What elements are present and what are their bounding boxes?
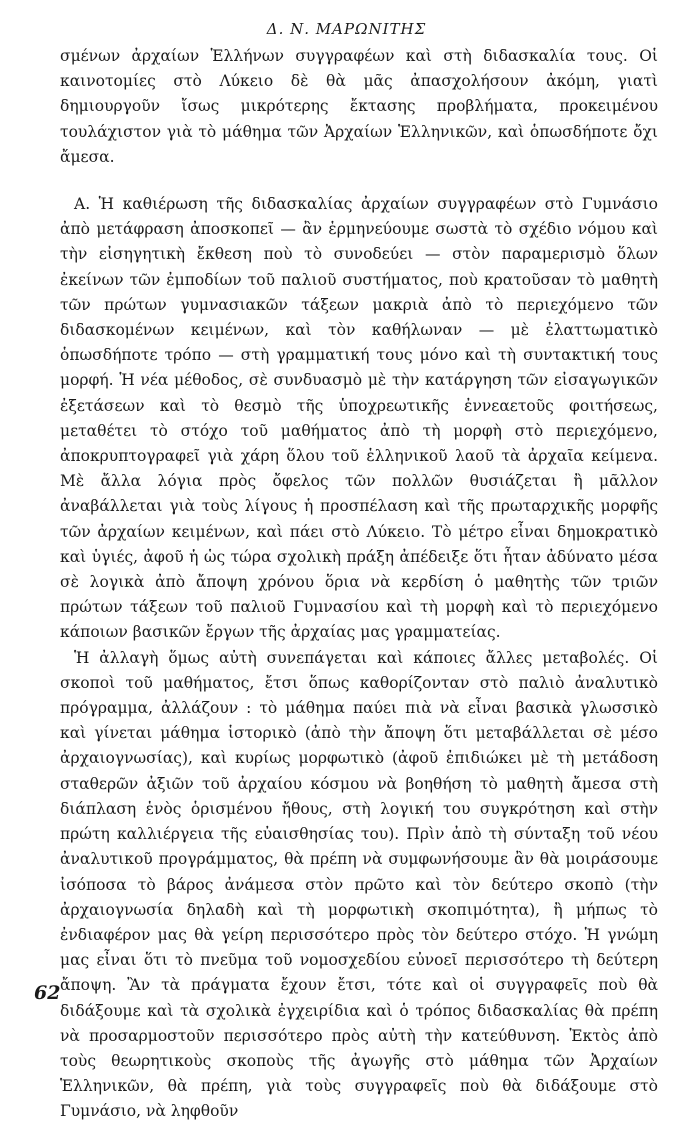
page-body bbox=[60, 44, 658, 1125]
paragraph-changes: Ἡ ἀλλαγὴ ὅμως αὐτὴ συνεπάγεται καὶ κάποιες ἄλλες μεταβολές. Οἱ σκοποὶ τοῦ μαθήματος, ἔτσι ὅπως καθορίζονταν στὸ παλιὸ ἀναλυτικὸ πρόγραμμα, ἀλλάζουν : τὸ μάθημα παύει πιὰ νὰ εἶναι βασικὰ γλωσσικὸ καὶ γίνεται μάθημα ἱστορικὸ (ἀπὸ τὴν ἄποψη ὅτι μεταβάλλεται σὲ μέσο ἀρχαιογνωσίας), καὶ κυρίως μορφωτικὸ (ἀφοῦ ἐπιδιώκει μὲ τὴ μετάδοση σταθερῶν ἀξιῶν τοῦ ἀρχαίου κόσμου νὰ βοηθήση τὸ μαθητὴ ἄμεσα στὴ διάπλαση ἑνὸς ὁρισμένου ἤθους, στὴ λογική του συγκρότηση καὶ στὴν πρώτη καλλιέργεια τῆς εὐαισθησίας του). Πρὶν ἀπὸ τὴ σύνταξη τοῦ νέου ἀναλυτικοῦ προγράμματος, θὰ πρέπη νὰ συμφωνήσουμε ἂν θὰ μοιράσουμε ἰσόποσα τὸ βάρος ἀνάμεσα στὸν πρῶτο καὶ τὸν δεύτερο σκοπὸ (τὴν ἀρχαιογνωσία δηλαδὴ καὶ τὴ μορφωτικὴ σκοπιμότητα), ἢ μήπως τὸ ἐνδιαφέρον μας θὰ γείρη περισσότερο πρὸς τὸν δεύτερο στόχο. Ἡ γνώμη μας εἶναι ὅτι τὸ πνεῦμα τοῦ νομοσχεδίου εὐνοεῖ περισσότερο τὴ δεύτερη ἄποψη. Ἂν τὰ πράγματα ἔχουν ἔτσι, τότε καὶ οἱ συγγραφεῖς ποὺ θὰ διδάξουμε καὶ τὰ σχολικὰ ἐγχειρίδια καὶ ὁ τρόπος διδασκαλίας θὰ πρέπη νὰ προσαρμοστοῦν περισσότερο πρὸς αὐτὴ τὴν κατεύθυνση. Ἐκτὸς ἀπὸ τοὺς θεωρητικοὺς σκοποὺς τῆς ἀγωγῆς στὸ μάθημα τῶν Ἀρχαίων Ἑλληνικῶν, θὰ πρέπη, γιὰ τοὺς συγγραφεῖς ποὺ θὰ διδάξουμε στὸ Γυμνάσιο, νὰ ληφθοῦν bbox=[60, 648, 658, 1121]
running-header: Δ. Ν. ΜΑΡΩΝΙΤΗΣ bbox=[266, 20, 427, 38]
paragraph-continuation: σμένων ἀρχαίων Ἑλλήνων συγγραφέων καὶ στὴ διδασκαλία τους. Οἱ καινοτομίες στὸ Λύκειο δὲ θὰ μᾶς ἀπασχολήσουν ἀκόμη, γιατὶ δημιουργοῦν ἴσως μικρότερης ἔκτασης προβλήματα, προκειμένου τουλάχιστον γιὰ τὸ μάθημα τῶν Ἀρχαίων Ἑλληνικῶν, καὶ ὁπωσδήποτε ὄχι ἄμεσα. bbox=[60, 47, 658, 166]
page-number: 62 bbox=[34, 982, 61, 1004]
paragraph-section-a: Α. Ἡ καθιέρωση τῆς διδασκαλίας ἀρχαίων συγγραφέων στὸ Γυμνάσιο ἀπὸ μετάφραση ἀποσκοπεῖ — ἂν ἑρμηνεύουμε σωστὰ τὸ σχέδιο νόμου καὶ τὴν εἰσηγητικὴ ἔκθεση ποὺ τὸ συνοδεύει — στὸν παραμερισμὸ ὅλων ἐκείνων τῶν ἐμποδίων τοῦ παλιοῦ συστήματος, ποὺ κρατοῦσαν τὸ μαθητὴ τῶν πρώτων γυμνασιακῶν τάξεων μακριὰ ἀπὸ τὸ περιεχόμενο τῶν διδασκομένων κειμένων, καὶ τὸν καθήλωναν — μὲ ἐλαττωματικὸ ὁπωσδήποτε τρόπο — στὴ γραμματική τους μόνο καὶ τὴ συντακτική τους μορφή. Ἡ νέα μέθοδος, σὲ συνδυασμὸ μὲ τὴν κατάργηση τῶν εἰσαγωγικῶν ἐξετάσεων καὶ τὸ θεσμὸ τῆς ὑποχρεωτικῆς ἐννεαετοῦς φοιτήσεως, μεταθέτει τὸ στόχο τοῦ μαθήματος ἀπὸ τὴ μορφὴ στὸ περιεχόμενο, ἀποκρυπτογραφεῖ γιὰ χάρη ὅλου τοῦ ἑλληνικοῦ λαοῦ τὰ ἀρχαῖα κείμενα. Μὲ ἄλλα λόγια πρὸς ὄφελος τῶν πολλῶν θυσιάζεται ἢ μᾶλλον ἀναβάλλεται γιὰ τοὺς λίγους ἡ προσπέλαση καὶ τῆς πρωταρχικῆς μορφῆς τῶν ἀρχαίων κειμένων, καὶ πάει στὸ Λύκειο. Τὸ μέτρο εἶναι δημοκρατικὸ καὶ ὑγιές, ἀφοῦ ἡ ὡς τώρα σχολικὴ πράξη ἀπέδειξε ὅτι ἦταν ἀδύνατο μέσα σὲ λογικὰ ἀπὸ ἄποψη χρόνου ὅρια νὰ κερδίση ὁ μαθητὴς τῶν τριῶν πρώτων τάξεων τοῦ παλιοῦ Γυμνασίου καὶ τὴ μορφὴ καὶ τὸ περιεχόμενο κάποιων βασικῶν ἔργων τῆς ἀρχαίας μας γραμματείας. bbox=[60, 195, 658, 642]
paragraph-gap bbox=[60, 170, 658, 192]
